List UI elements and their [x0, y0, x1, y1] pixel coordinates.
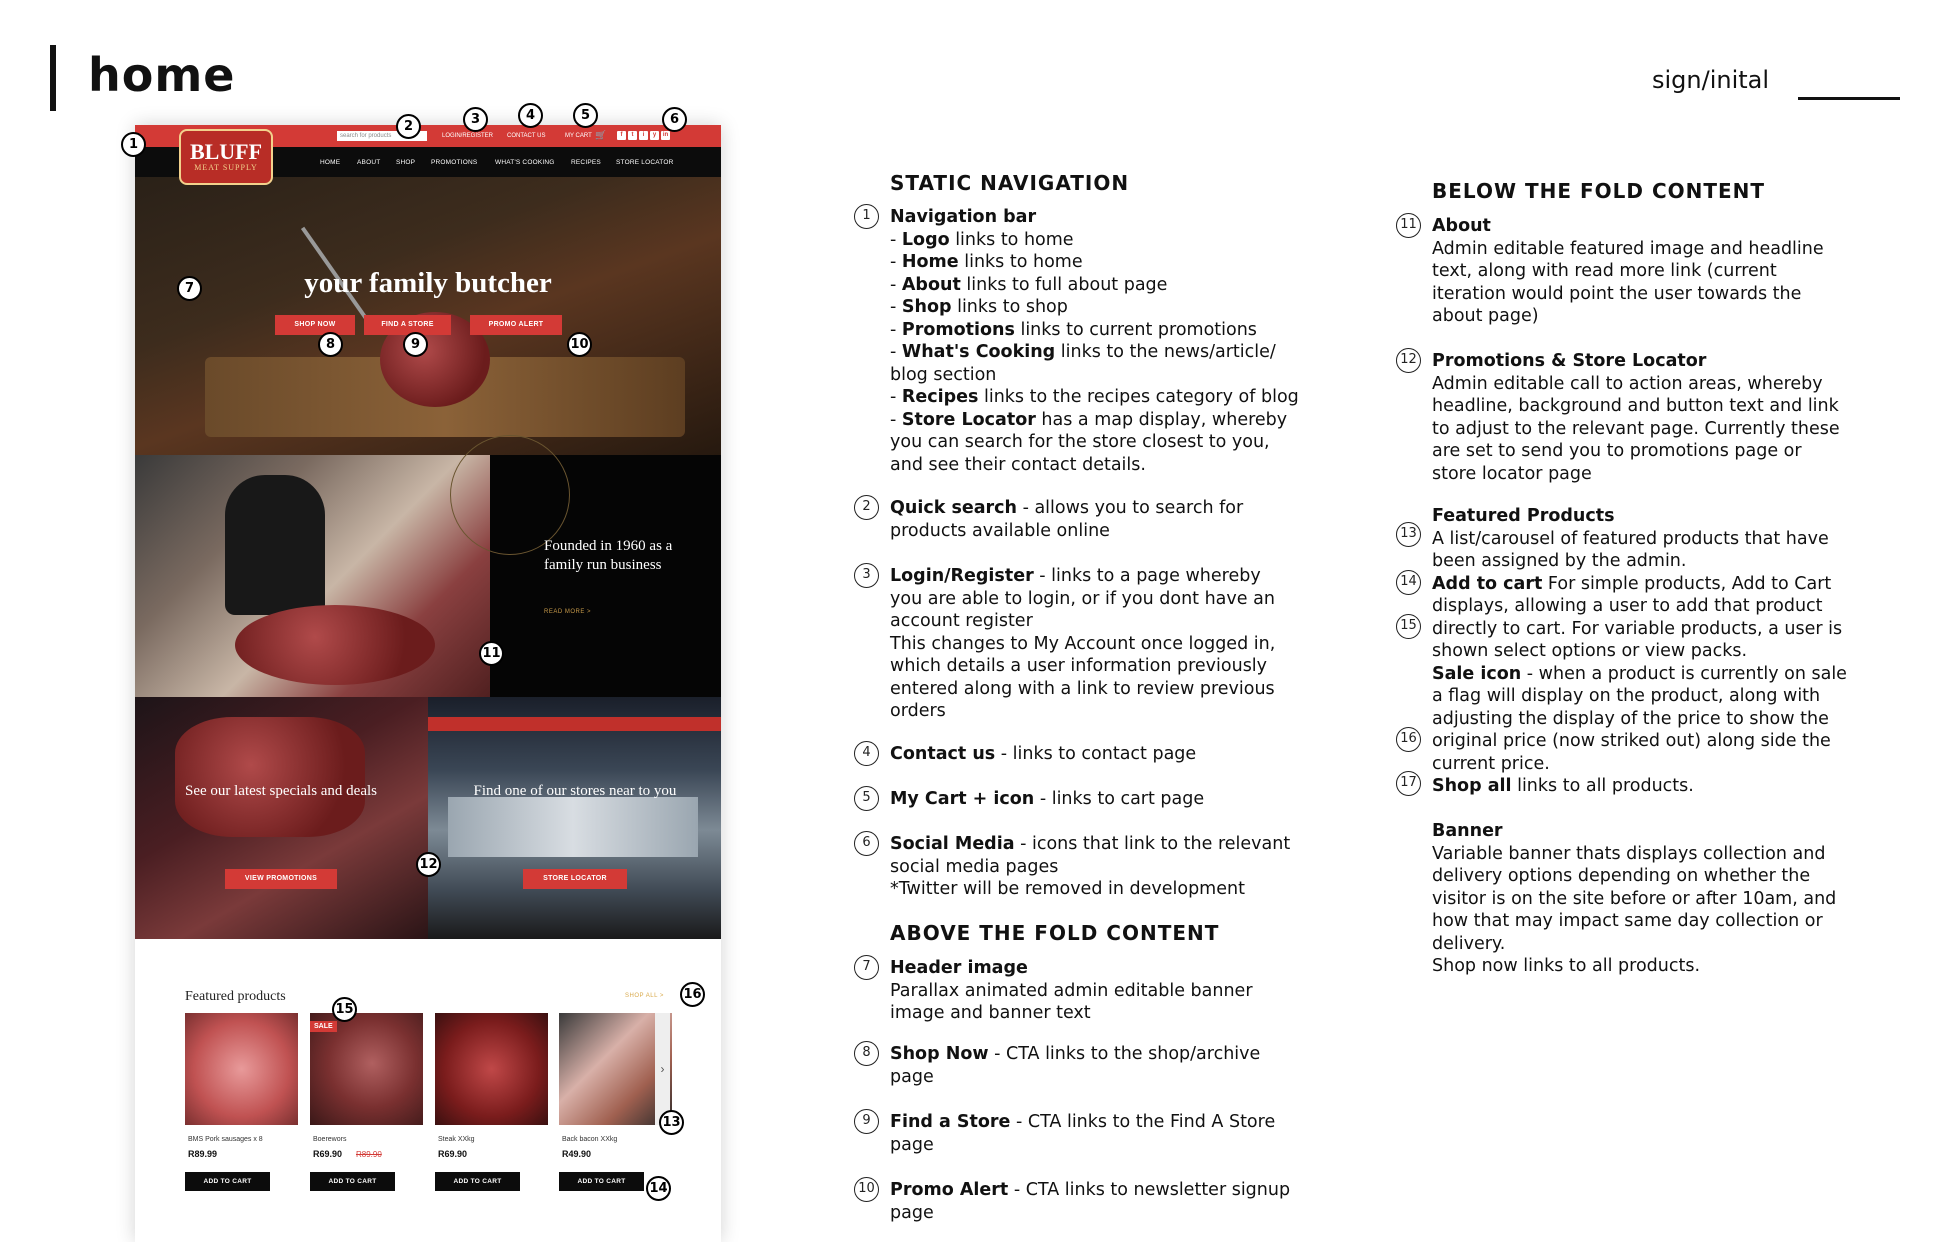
callout-15: 15: [332, 997, 357, 1022]
store-locator-panel: [428, 697, 721, 939]
note-my-cart: My Cart + icon - links to cart page: [890, 789, 1205, 809]
note-number: 11: [1396, 213, 1421, 238]
product-old-price: R89.90: [356, 1150, 382, 1159]
note-about: About Admin editable featured image and headline text, along with read more link (current iteration would point the user towards the about page): [1432, 216, 1824, 326]
callout-4: 4: [518, 103, 543, 128]
note-navigation-bar: [890, 206, 1360, 476]
note-banner: Banner Variable banner thats displays collection and delivery options depending on whether the visitor is on the site before or after 10am, and how that may impact same day collection or delivery. Shop now links to all products.: [1432, 821, 1837, 976]
note-line: - Promotions links to current promotions: [890, 319, 1257, 340]
note-line: blog section: [890, 364, 997, 385]
nav-about[interactable]: ABOUT: [357, 159, 381, 166]
callout-16: 16: [680, 982, 705, 1007]
read-more-link[interactable]: READ MORE >: [544, 609, 592, 615]
below-fold-section: [1432, 180, 1902, 203]
nav-store-locator[interactable]: STORE LOCATOR: [616, 159, 674, 166]
nav-promotions[interactable]: PROMOTIONS: [431, 159, 478, 166]
product-price: R69.90: [438, 1149, 468, 1159]
note-line: - Recipes links to the recipes category of blog: [890, 387, 1299, 407]
product-price: R89.99: [188, 1149, 218, 1159]
note-header-image: Header image Parallax animated admin editable banner image and banner text: [890, 958, 1253, 1023]
note-line: - Home links to home: [890, 252, 1083, 272]
note-line: and see their contact details.: [890, 454, 1146, 475]
linkedin-icon[interactable]: in: [662, 132, 669, 138]
note-number: 4: [854, 741, 879, 766]
instagram-icon[interactable]: i: [639, 131, 648, 140]
carousel-next-icon[interactable]: ›: [655, 1013, 670, 1125]
above-fold-section: [890, 922, 1360, 945]
callout-1: 1: [121, 132, 146, 157]
callout-13: 13: [659, 1110, 684, 1135]
shop-now-button[interactable]: SHOP NOW: [275, 315, 355, 335]
promotions-headline: See our latest specials and deals: [184, 783, 378, 799]
store-locator-headline: Find one of our stores near to you: [473, 783, 677, 799]
section-heading: ABOVE THE FOLD CONTENT: [890, 921, 1220, 945]
meat-counter: [235, 605, 435, 685]
find-a-store-button[interactable]: FIND A STORE: [364, 315, 451, 335]
note-number: 9: [854, 1109, 879, 1134]
login-register-link[interactable]: LOGIN/REGISTER: [442, 133, 494, 139]
note-line: - Logo links to home: [890, 229, 1074, 250]
add-to-cart-button[interactable]: ADD TO CART: [559, 1172, 644, 1191]
note-find-a-store: Find a Store - CTA links to the Find A Store page: [890, 1112, 1276, 1155]
search-input[interactable]: search for products: [337, 131, 427, 141]
logo-name: BLUFF: [189, 139, 263, 164]
note-number: 14: [1396, 570, 1421, 595]
signature-line: [1798, 97, 1900, 100]
section-heading: STATIC NAVIGATION: [890, 171, 1130, 195]
note-promotions-store-locator: Promotions & Store Locator Admin editable call to action areas, whereby headline, background and button text and link to adjust to the relevant page. Currently these are set to send you to promotions page or store locator page: [1432, 351, 1840, 484]
note-line: - What's Cooking links to the news/article/: [890, 342, 1276, 362]
note-number: 2: [854, 495, 879, 520]
callout-3: 3: [463, 107, 488, 132]
note-line: - About links to full about page: [890, 274, 1168, 295]
note-number: 17: [1396, 771, 1421, 796]
callout-9: 9: [403, 332, 428, 357]
product-name[interactable]: BMS Pork sausages x 8: [188, 1136, 263, 1143]
callout-8: 8: [318, 332, 343, 357]
product-price: R69.90: [313, 1149, 343, 1159]
about-image: [135, 455, 490, 697]
note-number: 12: [1396, 348, 1421, 373]
about-headline: Founded in 1960 as a family run business: [544, 538, 673, 573]
sale-badge: SALE: [310, 1021, 337, 1032]
store-fridges: [448, 797, 698, 857]
note-number: 8: [854, 1041, 879, 1066]
page-title: home: [88, 48, 236, 102]
note-quick-search: Quick search - allows you to search for products available online: [890, 498, 1244, 541]
product-name[interactable]: Back bacon XXkg: [562, 1136, 618, 1143]
note-shop-now: Shop Now - CTA links to the shop/archive page: [890, 1044, 1261, 1087]
logo-sub: MEAT SUPPLY: [194, 163, 258, 172]
cart-icon[interactable]: 🛒: [595, 130, 607, 140]
callout-14: 14: [646, 1176, 671, 1201]
store-sign-strip: [428, 717, 721, 731]
promo-alert-button[interactable]: PROMO ALERT: [470, 315, 562, 335]
note-number: 16: [1396, 727, 1421, 752]
note-number: 13: [1396, 522, 1421, 547]
store-locator-button[interactable]: STORE LOCATOR: [523, 869, 627, 889]
callout-7: 7: [177, 276, 202, 301]
note-login-register: Login/Register - links to a page whereby you are able to login, or if you dont have an account register This changes to My Account once logged in, which details a user information previously entered along with a link to review previous orders: [890, 566, 1276, 721]
add-to-cart-button[interactable]: ADD TO CART: [185, 1172, 270, 1191]
note-line: - Shop links to shop: [890, 297, 1068, 317]
callout-11: 11: [479, 641, 504, 666]
featured-title: Featured products: [185, 989, 286, 1004]
nav-whats-cooking[interactable]: WHAT'S COOKING: [495, 159, 555, 166]
callout-2: 2: [396, 114, 421, 139]
hero-headline: your family butcher: [304, 267, 552, 299]
note-line: - Store Locator has a map display, whereby: [890, 409, 1288, 430]
product-name[interactable]: Boerewors: [313, 1136, 347, 1143]
facebook-icon[interactable]: f: [617, 131, 626, 140]
twitter-icon[interactable]: t: [628, 131, 637, 140]
promotions-panel: [135, 697, 428, 939]
note-contact-us: Contact us - links to contact page: [890, 744, 1197, 764]
callout-5: 5: [573, 103, 598, 128]
note-number: 1: [854, 204, 879, 229]
about-panel: [490, 455, 721, 697]
note-number: 15: [1396, 614, 1421, 639]
callout-6: 6: [662, 107, 687, 132]
nav-recipes[interactable]: RECIPES: [571, 159, 601, 166]
product-name[interactable]: Steak XXkg: [438, 1136, 475, 1143]
contact-us-link[interactable]: CONTACT US: [507, 133, 546, 139]
title-accent-bar: [50, 45, 56, 111]
website-mockup: [135, 125, 721, 1242]
add-to-cart-button[interactable]: ADD TO CART: [310, 1172, 395, 1191]
nav-shop[interactable]: SHOP: [396, 159, 416, 166]
notes-left: [890, 172, 1360, 195]
shop-all-link[interactable]: SHOP ALL >: [625, 993, 664, 999]
butcher-figure: [225, 475, 325, 615]
note-promo-alert: Promo Alert - CTA links to newsletter signup page: [890, 1180, 1291, 1223]
note-line: you can search for the store closest to you,: [890, 432, 1270, 452]
callout-10: 10: [567, 332, 592, 357]
product-image[interactable]: [185, 1013, 298, 1125]
note-number: 10: [854, 1177, 879, 1202]
note-featured-products: Featured Products A list/carousel of featured products that have been assigned by the admin. Add to cart For simple products, Add to Cart displays, allowing a user to add that product directly to cart. For variable products, a user is shown select options or view packs. Sale icon - when a product is currently on sale a flag will display on the product, along with adjusting the display of the price to show the original price (now striked out) along side the current price. Shop all links to all products.: [1432, 506, 1847, 796]
product-image[interactable]: [310, 1013, 423, 1125]
ribs-image: [175, 717, 365, 837]
youtube-icon[interactable]: y: [650, 131, 659, 140]
nav-home[interactable]: HOME: [320, 159, 341, 166]
product-price: R49.90: [562, 1149, 592, 1159]
note-number: 6: [854, 831, 879, 856]
callout-12: 12: [416, 852, 441, 877]
note-number: 5: [854, 786, 879, 811]
site-logo[interactable]: [179, 129, 273, 185]
note-social-media: Social Media - icons that link to the relevant social media pages *Twitter will be removed in development: [890, 834, 1291, 899]
note-title: Navigation bar: [890, 207, 1037, 227]
section-heading: BELOW THE FOLD CONTENT: [1432, 179, 1766, 203]
add-to-cart-button[interactable]: ADD TO CART: [435, 1172, 520, 1191]
view-promotions-button[interactable]: VIEW PROMOTIONS: [225, 869, 337, 889]
sign-initial-label: sign/inital: [1652, 66, 1770, 94]
note-number: 3: [854, 563, 879, 588]
note-number: 7: [854, 955, 879, 980]
my-cart-link[interactable]: MY CART: [565, 133, 592, 139]
product-image[interactable]: [435, 1013, 548, 1125]
